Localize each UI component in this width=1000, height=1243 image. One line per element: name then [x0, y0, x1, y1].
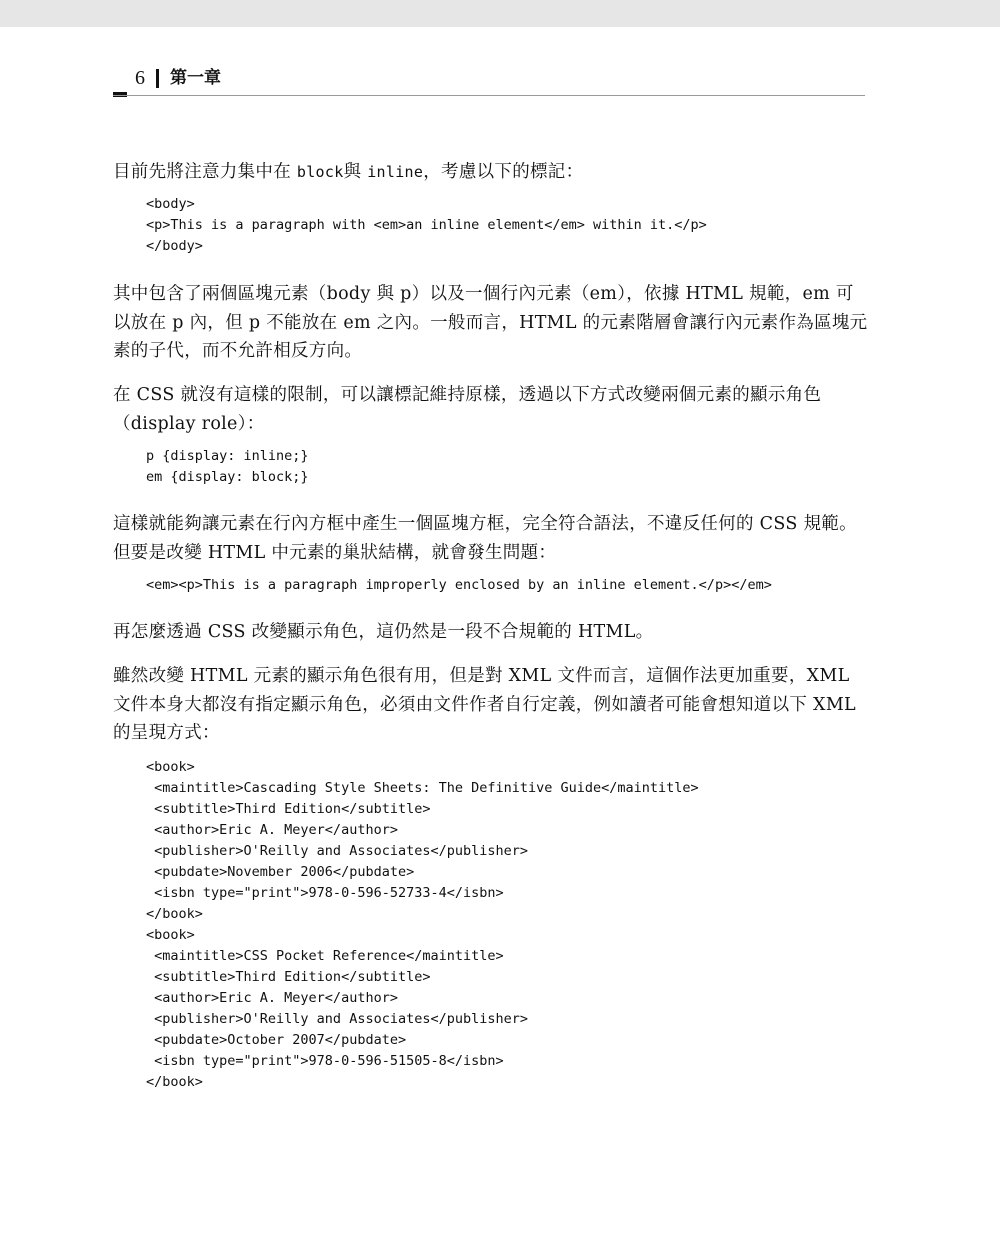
paragraph-intro	[113, 158, 869, 187]
intro-text-1: 目前先將注意力集中在	[113, 162, 297, 182]
code-block-css: p {display: inline;} em {display: block;}	[146, 448, 309, 485]
code-block-invalid: <em><p>This is a paragraph improperly enclosed by an inline element.</p></em>	[146, 577, 772, 593]
paragraph-xml: 雖然改變 HTML 元素的顯示角色很有用，但是對 XML 文件而言，這個作法更加重要，XML 文件本身大都沒有指定顯示角色，必須由文件作者自行定義，例如讀者可能會想知道以下 XML 的呈現方式：	[113, 666, 856, 743]
paragraph-invalid-html: 再怎麼透過 CSS 改變顯示角色，這仍然是一段不合規範的 HTML。	[113, 622, 654, 642]
intro-text-2: 與	[343, 162, 368, 182]
chapter-title: 第一章	[170, 68, 221, 88]
paragraph-nesting: 這樣就能夠讓元素在行內方框中產生一個區塊方框，完全符合語法，不違反任何的 CSS 規範。但要是改變 HTML 中元素的巢狀結構，就會發生問題：	[113, 514, 857, 563]
paragraph-block-inline: 其中包含了兩個區塊元素（body 與 p）以及一個行內元素（em），依據 HTML 規範，em 可以放在 p 內，但 p 不能放在 em 之內。一般而言，HTML 的元素階層會讓行內元素作為區塊元素的子代，而不允許相反方向。	[113, 284, 868, 361]
inline-code-block: block	[296, 163, 344, 181]
intro-text-3: ，考慮以下的標記：	[423, 162, 584, 182]
code-block-markup: <body> <p>This is a paragraph with <em>an inline element</em> within it.</p> </body>	[146, 196, 707, 254]
top-margin-bar	[0, 0, 1000, 27]
running-header	[113, 62, 865, 98]
inline-code-inline: inline	[367, 163, 424, 181]
code-block-xml: <book> <maintitle>Cascading Style Sheets: The Definitive Guide</maintitle> <subtitle>Third Edition</subtitle> <author>Eric A. Meyer</author> <publisher>O'Reilly and Associates</publisher> <pubdate>November 2006</pubdate> <isbn type="print">978-0-596-52733-4</isbn> </book> <book> <maintitle>CSS Pocket Reference</maintitle> <subtitle>Third Edition</subtitle> <author>Eric A. Meyer</author> <publisher>O'Reilly and Associates</publisher> <pubdate>October 2007</pubdate> <isbn type="print">978-0-596-51505-8</isbn> </book>	[146, 759, 699, 1090]
paragraph-css-display: 在 CSS 就沒有這樣的限制，可以讓標記維持原樣，透過以下方式改變兩個元素的顯示角色（display role）：	[113, 385, 822, 434]
page-number: 6	[135, 67, 145, 89]
header-separator	[156, 69, 159, 88]
header-rule	[113, 95, 865, 96]
